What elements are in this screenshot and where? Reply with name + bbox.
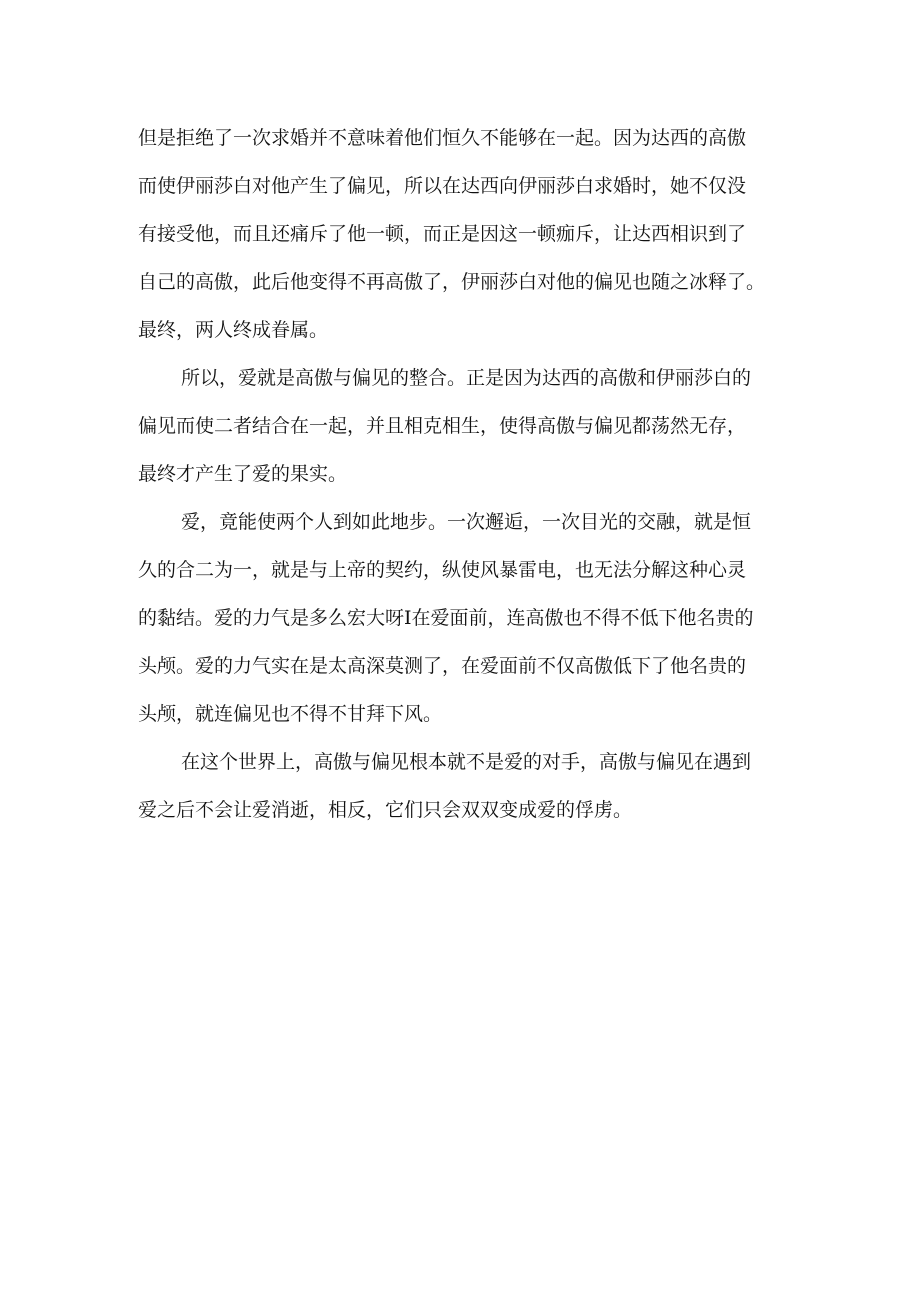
text-line: 偏见而使二者结合在一起，并且相克相生，使得高傲与偏见都荡然无存， [138, 415, 747, 437]
text-line: 在这个世界上，高傲与偏见根本就不是爱的对手，高傲与偏见在遇到 [181, 751, 752, 773]
text-line: 爱之后不会让爱消逝，相反，它们只会双双变成爱的俘虏。 [138, 799, 633, 821]
text-line: 头颅，就连偏见也不得不甘拜下风。 [138, 703, 443, 725]
text-line: 自己的高傲，此后他变得不再高傲了，伊丽莎白对他的偏见也随之冰释了。 [138, 271, 766, 293]
text-line: 所以，爱就是高傲与偏见的整合。正是因为达西的高傲和伊丽莎白的 [181, 367, 752, 389]
text-line: 有接受他，而且还痛斥了他一顿，而正是因这一顿痂斥，让达西相识到了 [138, 223, 747, 245]
text-line: 最终，两人终成眷属。 [138, 319, 329, 341]
text-line: 久的合二为一，就是与上帝的契约，纵使风暴雷电，也无法分解这种心灵 [138, 559, 747, 581]
text-line: 爱，竟能使两个人到如此地步。一次邂逅，一次目光的交融，就是恒 [181, 511, 752, 533]
text-line: 最终才产生了爱的果实。 [138, 463, 348, 485]
text-line: 但是拒绝了一次求婚并不意味着他们恒久不能够在一起。因为达西的高傲 [138, 127, 747, 149]
text-line: 而使伊丽莎白对他产生了偏见，所以在达西向伊丽莎白求婚时，她不仅没 [138, 175, 747, 197]
text-line: 头颅。爱的力气实在是太高深莫测了，在爱面前不仅高傲低下了他名贵的 [138, 655, 747, 677]
text-line: 的黏结。爱的力气是多么宏大呀I在爱面前，连高傲也不得不低下他名贵的 [138, 607, 754, 629]
